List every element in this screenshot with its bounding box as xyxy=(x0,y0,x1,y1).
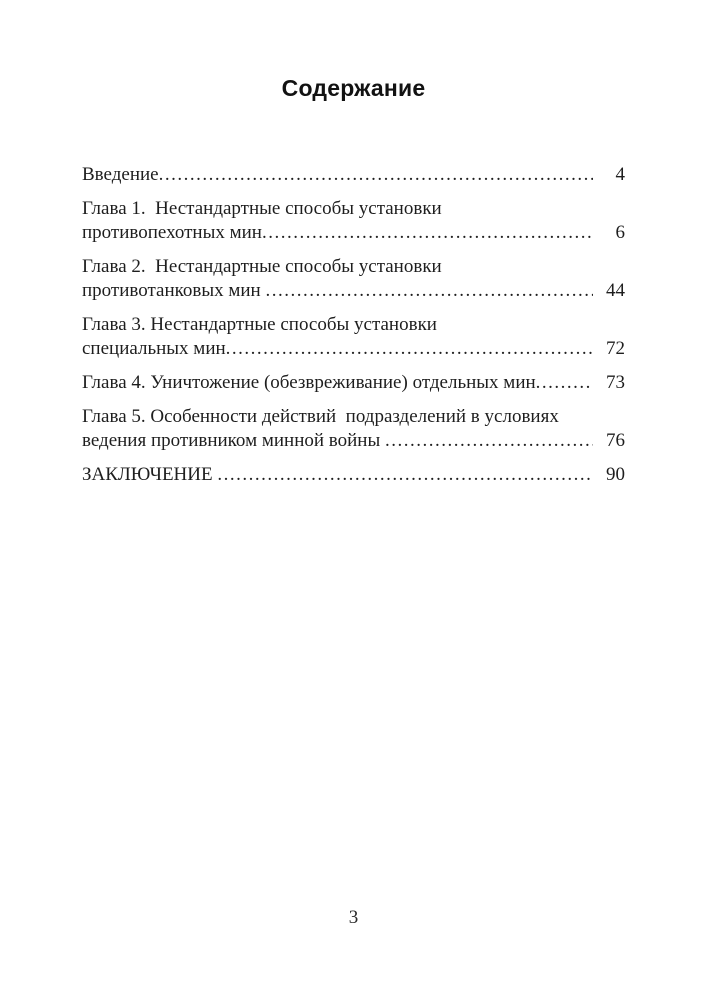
toc-page-number: 6 xyxy=(615,222,625,243)
table-of-contents xyxy=(82,163,625,487)
toc-page-number: 4 xyxy=(615,164,625,185)
toc-entry-chapter-3 xyxy=(82,313,625,361)
toc-page-number: 76 xyxy=(606,430,625,451)
toc-entry-text: Введение xyxy=(82,164,159,185)
dot-leader xyxy=(226,337,593,361)
dot-leader xyxy=(265,279,593,303)
toc-entry-text: Глава 1. Нестандартные способы установки xyxy=(82,198,442,219)
dot-leader xyxy=(536,371,593,395)
toc-entry-chapter-4 xyxy=(82,371,625,395)
toc-entry-introduction xyxy=(82,163,625,187)
toc-entry-text: противотанковых мин xyxy=(82,280,266,301)
toc-entry-text: Глава 5. Особенности действий подразделений в условиях xyxy=(82,406,559,427)
dot-leader xyxy=(217,463,593,487)
dot-leader xyxy=(262,221,593,245)
toc-entry-text: Глава 4. Уничтожение (обезвреживание) отдельных мин xyxy=(82,372,536,393)
toc-entry-text: специальных мин xyxy=(82,338,226,359)
toc-entry-text: Глава 2. Нестандартные способы установки xyxy=(82,256,442,277)
toc-page-number: 72 xyxy=(606,338,625,359)
toc-entry-chapter-5 xyxy=(82,405,625,453)
toc-entry-chapter-2 xyxy=(82,255,625,303)
page-title: Содержание xyxy=(281,75,426,101)
toc-page-number: 90 xyxy=(606,464,625,485)
toc-entry-text: противопехотных мин xyxy=(82,222,262,243)
toc-entry-text: Глава 3. Нестандартные способы установки xyxy=(82,314,437,335)
toc-page-number: 73 xyxy=(606,372,625,393)
toc-entry-text: ЗАКЛЮЧЕНИЕ xyxy=(82,464,218,485)
dot-leader xyxy=(385,429,593,453)
toc-entry-chapter-1 xyxy=(82,197,625,245)
toc-entry-conclusion xyxy=(82,463,625,487)
toc-entry-text: ведения противником минной войны xyxy=(82,430,385,451)
footer-page-number: 3 xyxy=(348,907,359,928)
toc-page-number: 44 xyxy=(606,280,625,301)
dot-leader xyxy=(159,163,593,187)
